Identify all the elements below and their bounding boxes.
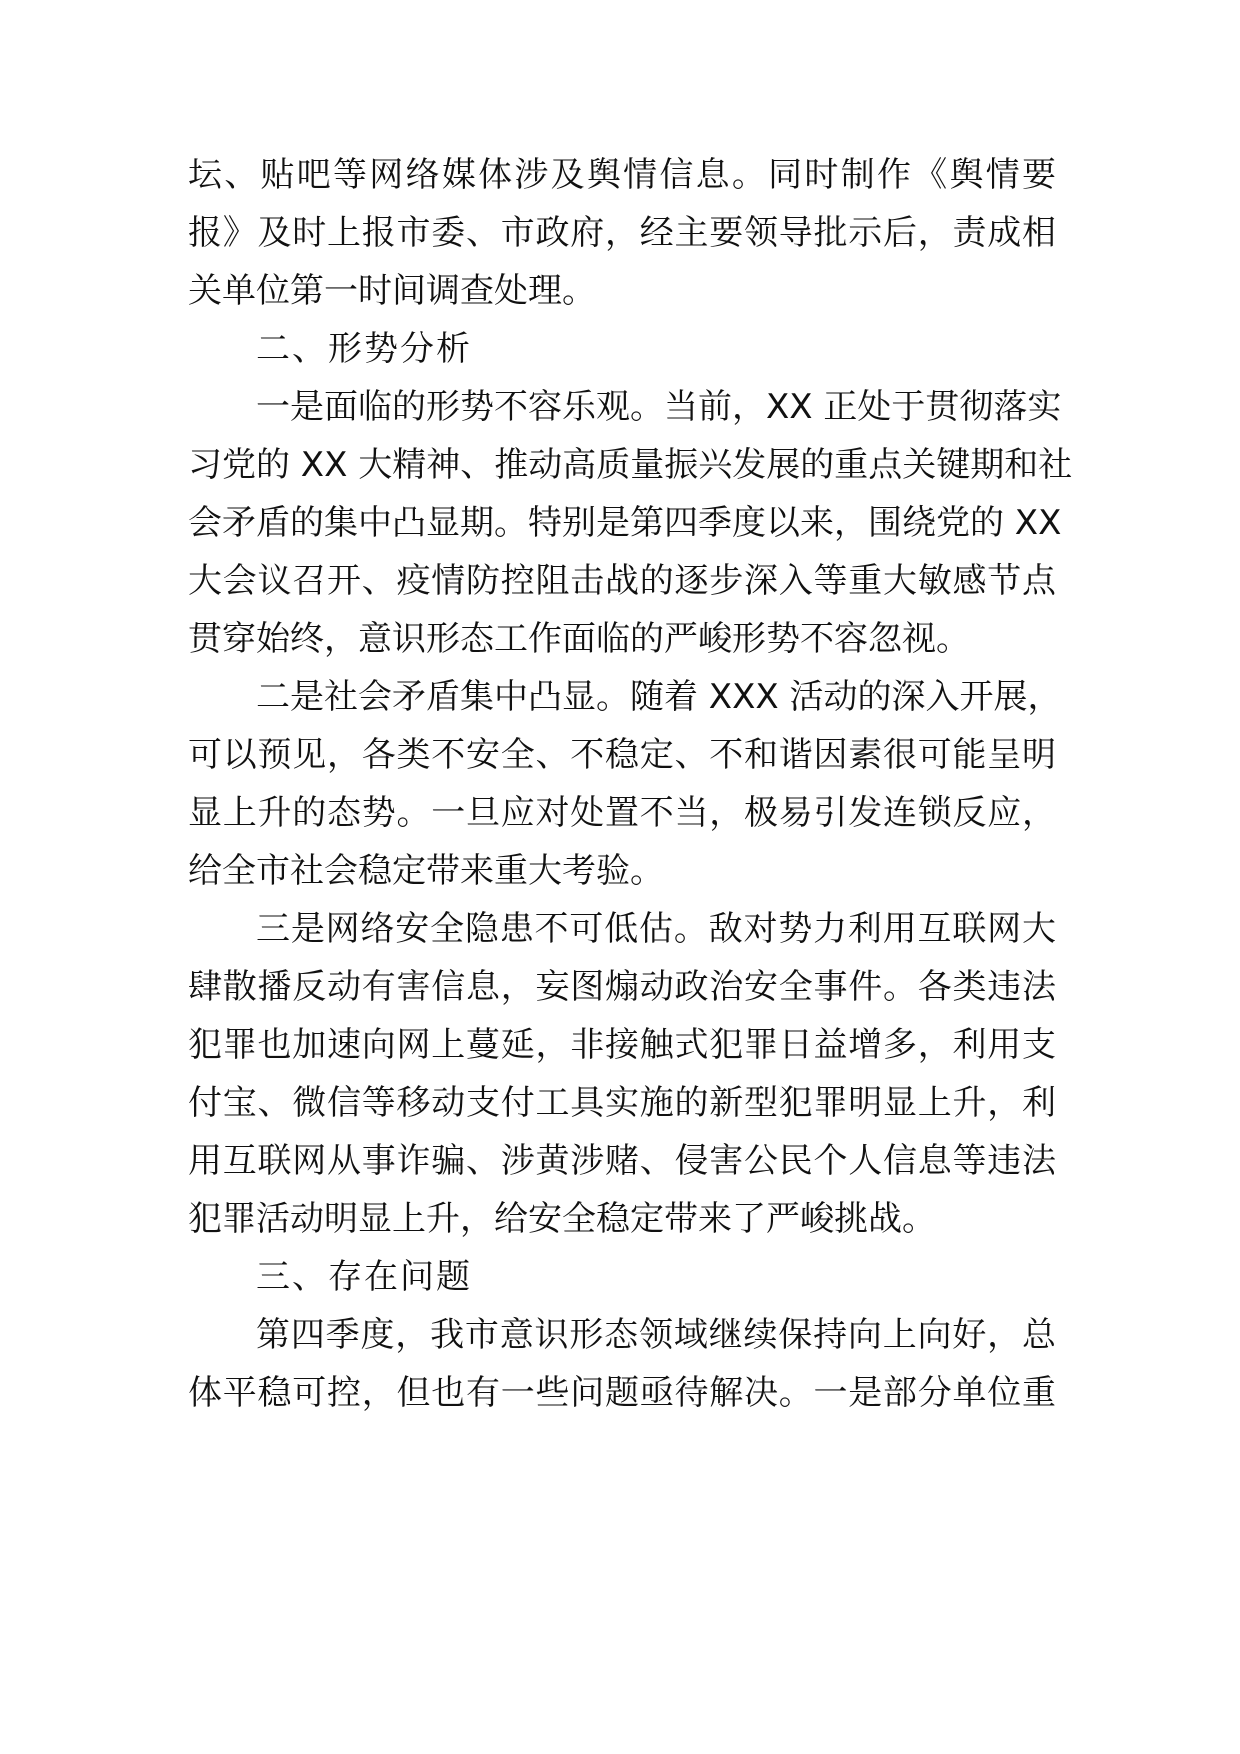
body-text-line: 报》及时上报市委、市政府，经主要领导批示后，责成相 bbox=[188, 213, 1056, 253]
body-text-line: 犯罪也加速向网上蔓延，非接触式犯罪日益增多，利用支 bbox=[188, 1025, 1056, 1065]
body-text-line: 关单位第一时间调查处理。 bbox=[188, 271, 596, 311]
body-text-line: 可以预见，各类不安全、不稳定、不和谐因素很可能呈明 bbox=[188, 735, 1056, 775]
body-text-line: 坛、贴吧等网络媒体涉及舆情信息。同时制作《舆情要 bbox=[188, 155, 1056, 195]
body-text-line: 会矛盾的集中凸显期。特别是第四季度以来，围绕党的 XX bbox=[188, 503, 1062, 543]
body-text-line: 犯罪活动明显上升，给安全稳定带来了严峻挑战。 bbox=[188, 1199, 936, 1239]
paragraph-first-line: 三是网络安全隐患不可低估。敌对势力利用互联网大 bbox=[256, 909, 1056, 949]
section-heading: 三、存在问题 bbox=[256, 1257, 472, 1297]
body-text-line: 付宝、微信等移动支付工具实施的新型犯罪明显上升，利 bbox=[188, 1083, 1056, 1123]
body-text-line: 体平稳可控，但也有一些问题亟待解决。一是部分单位重 bbox=[188, 1373, 1056, 1413]
body-text-line: 显上升的态势。一旦应对处置不当，极易引发连锁反应， bbox=[188, 793, 1056, 833]
paragraph-first-line: 一是面临的形势不容乐观。当前，XX 正处于贯彻落实 bbox=[256, 387, 1062, 427]
body-text-line: 肆散播反动有害信息，妄图煽动政治安全事件。各类违法 bbox=[188, 967, 1056, 1007]
body-text-line: 习党的 XX 大精神、推动高质量振兴发展的重点关键期和社 bbox=[188, 445, 1073, 485]
body-text-line: 大会议召开、疫情防控阻击战的逐步深入等重大敏感节点 bbox=[188, 561, 1056, 601]
paragraph-first-line: 二是社会矛盾集中凸显。随着 XXX 活动的深入开展， bbox=[256, 677, 1062, 717]
section-heading: 二、形势分析 bbox=[256, 329, 472, 369]
body-text-line: 贯穿始终，意识形态工作面临的严峻形势不容忽视。 bbox=[188, 619, 970, 659]
body-text-line: 用互联网从事诈骗、涉黄涉赌、侵害公民个人信息等违法 bbox=[188, 1141, 1056, 1181]
paragraph-first-line: 第四季度，我市意识形态领域继续保持向上向好，总 bbox=[256, 1315, 1056, 1355]
body-text-line: 给全市社会稳定带来重大考验。 bbox=[188, 851, 664, 891]
